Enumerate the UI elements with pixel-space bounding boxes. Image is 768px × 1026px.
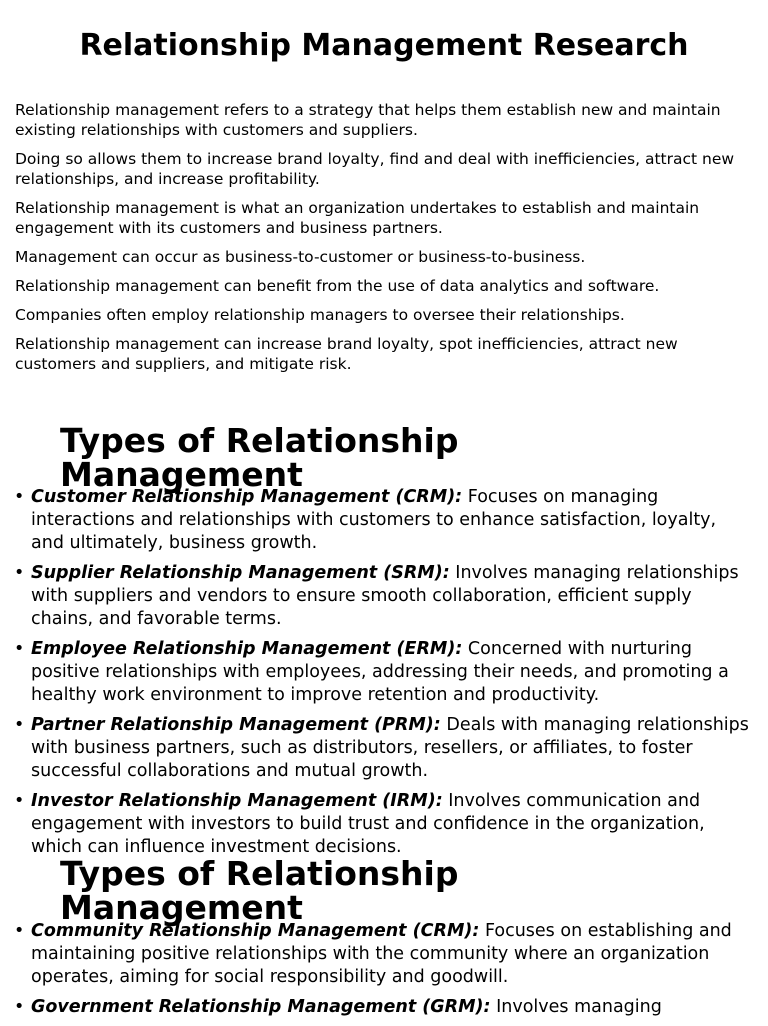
intro-paragraph: Relationship management is what an organization undertakes to establish and maintain engagement with its customers and business partners. xyxy=(15,199,700,237)
item-term: Government Relationship Management (GRM): xyxy=(31,997,491,1017)
item-term: Supplier Relationship Management (SRM): xyxy=(31,563,450,583)
bullet-icon: • xyxy=(14,487,25,507)
section-heading-line: Types of Relationship xyxy=(60,421,459,460)
item-description: Involves managing xyxy=(490,997,662,1017)
types-list xyxy=(0,920,768,1026)
list-item xyxy=(0,714,768,783)
intro-paragraph: Doing so allows them to increase brand loyalty, find and deal with inefficiencies, attract new relationships, and increase profitability. xyxy=(15,150,735,188)
bullet-icon: • xyxy=(14,997,25,1017)
item-description: Focuses on establishing and maintaining positive relationships with the community where an organization operates, aiming for social responsibility and goodwill. xyxy=(31,921,732,987)
section-heading-line: Management xyxy=(60,888,303,927)
types-list xyxy=(0,486,768,866)
list-item xyxy=(0,996,768,1019)
bullet-icon: • xyxy=(14,791,25,811)
item-description: Focuses on managing interactions and relationships with customers to enhance satisfaction, loyalty, and ultimately, business growth. xyxy=(31,487,717,553)
section-heading xyxy=(60,854,660,927)
section-heading xyxy=(60,421,660,494)
item-description: Involves managing relationships with suppliers and vendors to ensure smooth collaboration, efficient supply chains, and favorable terms. xyxy=(31,563,739,629)
list-item xyxy=(0,562,768,631)
item-description: Concerned with nurturing positive relationships with employees, addressing their needs, and promoting a healthy work environment to improve retention and productivity. xyxy=(31,639,729,705)
item-term: Partner Relationship Management (PRM): xyxy=(31,715,441,735)
item-term: Employee Relationship Management (ERM): xyxy=(31,639,463,659)
intro-paragraph: Companies often employ relationship managers to oversee their relationships. xyxy=(15,306,625,324)
intro-paragraph: Relationship management can benefit from the use of data analytics and software. xyxy=(15,277,660,295)
intro-paragraphs xyxy=(15,100,755,383)
list-item xyxy=(0,638,768,707)
intro-paragraph: Relationship management refers to a strategy that helps them establish new and maintain existing relationships with customers and suppliers. xyxy=(15,101,721,139)
bullet-icon: • xyxy=(14,715,25,735)
item-term: Community Relationship Management (CRM): xyxy=(31,921,480,941)
section-heading-line: Types of Relationship xyxy=(60,854,459,893)
list-item xyxy=(0,790,768,859)
list-item xyxy=(0,486,768,555)
bullet-icon: • xyxy=(14,639,25,659)
bullet-icon: • xyxy=(14,921,25,941)
item-description: Involves communication and engagement with investors to build trust and confidence in the organization, which can influence investment decisions. xyxy=(31,791,705,857)
item-description: Deals with managing relationships with business partners, such as distributors, resellers, or affiliates, to foster successful collaborations and mutual growth. xyxy=(31,715,749,781)
bullet-icon: • xyxy=(14,563,25,583)
list-item xyxy=(0,920,768,989)
intro-paragraph: Relationship management can increase brand loyalty, spot inefficiencies, attract new customers and suppliers, and mitigate risk. xyxy=(15,335,678,373)
page-title: Relationship Management Research xyxy=(79,28,689,63)
item-term: Customer Relationship Management (CRM): xyxy=(31,487,463,507)
item-term: Investor Relationship Management (IRM): xyxy=(31,791,443,811)
intro-paragraph: Management can occur as business-to-customer or business-to-business. xyxy=(15,248,586,266)
section-heading-line: Management xyxy=(60,455,303,494)
